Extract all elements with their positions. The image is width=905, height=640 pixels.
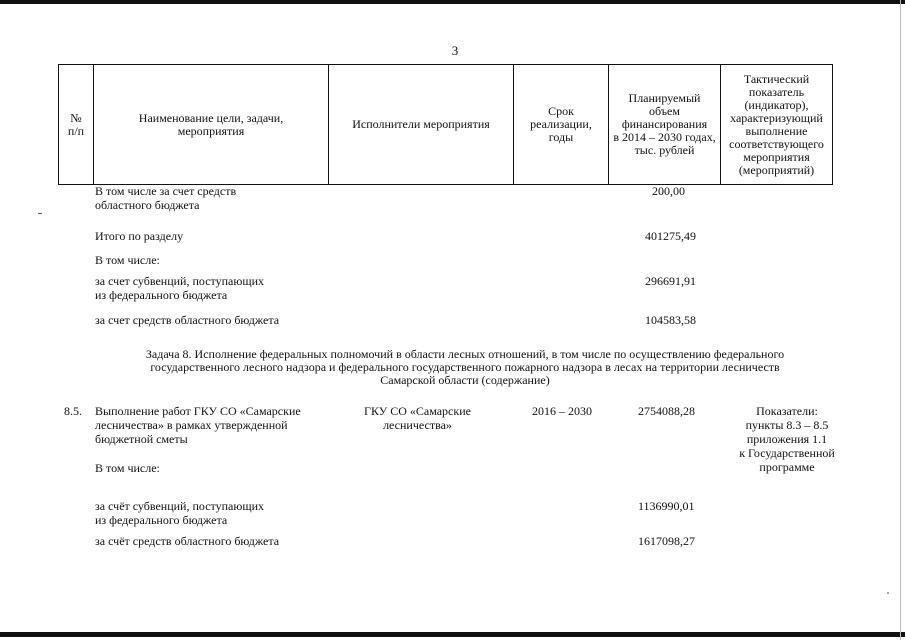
item-8-5-value-regional: 1617098,27 [638,534,695,548]
header-financing: Планируемый объем финансирования в 2014 – 2030 годах, тыс. рублей [609,65,721,185]
scan-border-bottom [0,632,905,637]
scan-speck [887,592,889,594]
item-8-5-including: В том числе: [95,461,160,475]
item-8-5-term: 2016 – 2030 [532,404,592,418]
item-8-5-number: 8.5. [64,404,82,418]
row-label-federal-subsidies: за счет субвенций, поступающих из федерального бюджета [95,274,264,302]
header-indicator: Тактический показатель (индикатор), характеризующий выполнение соответствующего мероприятия (мероприятий) [721,65,833,185]
row-value-federal-subsidies: 296691,91 [645,274,696,288]
header-executors: Исполнители мероприятия [329,65,514,185]
table-header [58,64,833,185]
scan-border-right [900,0,901,640]
row-label-including: В том числе: [95,253,160,267]
scan-border-top [0,0,905,4]
item-8-5-financing: 2754088,28 [638,404,695,418]
item-8-5-value-federal: 1136990,01 [638,499,695,513]
header-term: Срок реализации, годы [514,65,609,185]
item-8-5-name: Выполнение работ ГКУ СО «Самарские лесничества» в рамках утвержденной бюджетной сметы [95,404,301,446]
row-label-regional-share: В том числе за счет средств областного бюджета [95,184,237,212]
row-label-section-total: Итого по разделу [95,229,184,243]
header-name: Наименование цели, задачи, мероприятия [94,65,329,185]
item-8-5-label-federal: за счёт субвенций, поступающих из федерального бюджета [95,499,264,527]
item-8-5-executor: ГКУ СО «Самарские лесничества» [364,404,471,432]
item-8-5-label-regional: за счёт средств областного бюджета [95,534,280,548]
header-number: № п/п [59,65,94,185]
row-label-regional-budget: за счет средств областного бюджета [95,313,280,327]
row-value-section-total: 401275,49 [645,229,696,243]
page-number: 3 [451,43,459,58]
task-8-title: Задача 8. Исполнение федеральных полномочий в области лесных отношений, в том числе по осуществлению федерального государственного лесного надзора и федерального государственного пожарного надзора в лесах на территории лесничеств Самарской области (содержание) [145,347,785,387]
scan-mark [38,213,42,214]
row-value-regional-share: 200,00 [652,184,685,198]
item-8-5-indicator: Показатели: пункты 8.3 – 8.5 приложения 1.1 к Государственной программе [739,404,835,474]
row-value-regional-budget: 104583,58 [645,313,696,327]
